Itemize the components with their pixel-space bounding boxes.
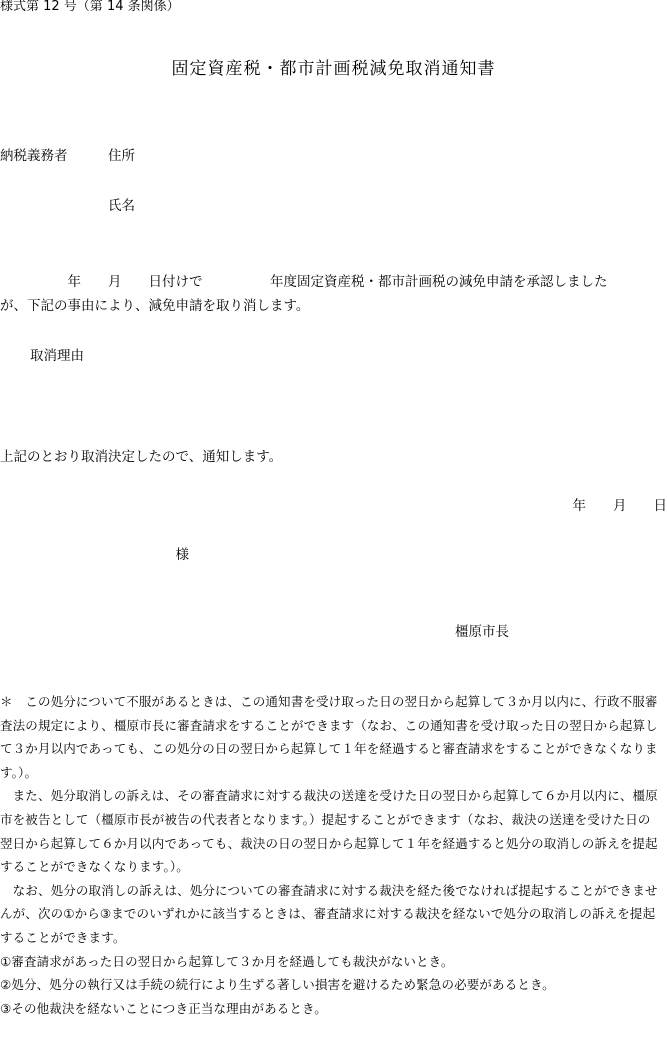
recipient-line: 様 — [0, 547, 189, 563]
issue-date: 年 月 日 — [572, 498, 667, 514]
form-number: 様式第 12 号（第 14 条関係） — [0, 0, 180, 14]
notes-line: んが、次の①から③までのいずれかに該当するときは、審査請求に対する裁決を経ないで処分の取消しの訴えを提起 — [0, 906, 656, 922]
notes-line: 市を被告として（橿原市長が被告の代表者となります。）提起することができます（なお、裁決の送達を受けた日の — [0, 811, 651, 827]
notes-line: す。）。 — [0, 764, 38, 780]
body-text-line-1: 年 月 日付けで 年度固定資産税・都市計画税の減免申請を承認しました — [0, 274, 608, 290]
notes-line: 査法の規定により、橿原市長に審査請求をすることができます（なお、この通知書を受け取った日の翌日から起算し — [0, 717, 658, 733]
address-label: 住所 — [108, 148, 135, 164]
notes-line: することができます。 — [0, 929, 126, 945]
notes-line: ③その他裁決を経ないことにつき正当な理由があるとき。 — [0, 1000, 327, 1016]
appeal-notes — [0, 690, 667, 1020]
notes-line: することができなくなります。）。 — [0, 859, 189, 875]
closing-statement: 上記のとおり取消決定したので、通知します。 — [0, 449, 283, 465]
cancellation-reason-label: 取消理由 — [30, 348, 84, 364]
notes-line: て３か月以内であっても、この処分の日の翌日から起算して１年を経過すると審査請求をすることができなくなりま — [0, 741, 658, 757]
taxpayer-label: 納税義務者 — [0, 148, 68, 164]
notes-line: なお、処分の取消しの訴えは、処分についての審査請求に対する裁決を経た後でなければ提起することができませ — [0, 882, 658, 898]
issuer-name: 橿原市長 — [455, 624, 509, 640]
name-label: 氏名 — [108, 198, 135, 214]
document-title: 固定資産税・都市計画税減免取消通知書 — [171, 59, 496, 79]
body-text-line-2: が、下記の事由により、減免申請を取り消します。 — [0, 298, 310, 314]
notes-line: ①審査請求があった日の翌日から起算して３か月を経過しても裁決がないとき。 — [0, 953, 454, 969]
notes-line: ＊ この処分について不服があるときは、この通知書を受け取った日の翌日から起算して３か月以内に、行政不服審 — [0, 694, 658, 709]
notes-line: ②処分、処分の執行又は手続の続行により生ずる著しい損害を避けるため緊急の必要があるとき。 — [0, 977, 555, 993]
notes-line: また、処分取消しの訴えは、その審査請求に対する裁決の送達を受けた日の翌日から起算して６か月以内に、橿原 — [0, 788, 658, 804]
notes-line: 翌日から起算して６か月以内であっても、裁決の日の翌日から起算して１年を経過すると処分の取消しの訴えを提起 — [0, 835, 658, 851]
